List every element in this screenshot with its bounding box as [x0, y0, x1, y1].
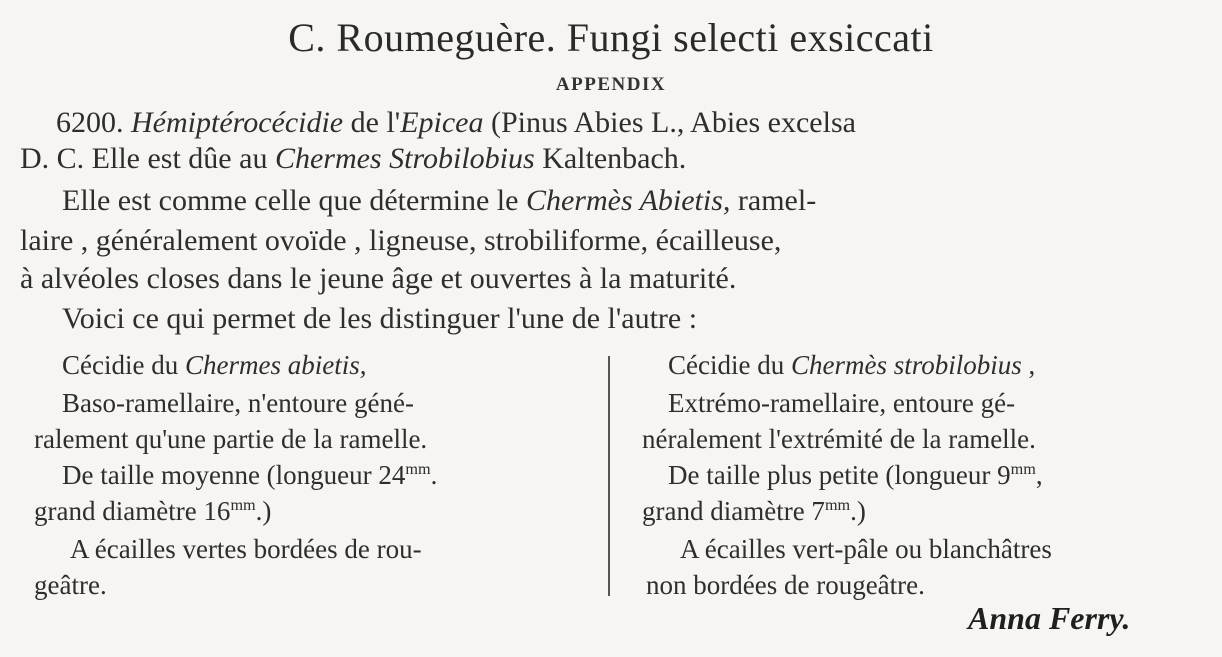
- entry-line-3-italic: Chermès Abietis,: [525, 184, 731, 217]
- right-row-5-unit: mm: [824, 496, 851, 514]
- left-row-6: A écailles vertes bordées de rou-: [70, 534, 422, 564]
- right-row-1: [668, 350, 1035, 381]
- right-row-4-text: De taille plus petite (longueur 9: [668, 460, 1011, 490]
- entry-of: de l': [350, 106, 401, 139]
- left-row-5: [34, 496, 271, 527]
- entry-line-2-italic: Chermes Strobilobius: [274, 142, 535, 175]
- entry-line-2-text: D. C. Elle est dûe au: [20, 142, 268, 175]
- entry-line-1: [56, 106, 856, 140]
- entry-line-4: laire , généralement ovoïde , ligneuse, strobiliforme, écailleuse,: [20, 224, 782, 257]
- entry-line-3: [62, 184, 816, 218]
- left-row-4-text: De taille moyenne (longueur 24: [62, 460, 406, 490]
- right-row-7: non bordées de rougeâtre.: [646, 570, 925, 600]
- right-row-1-italic: Chermès strobilobius: [790, 350, 1022, 380]
- left-row-5-end: .): [255, 496, 272, 526]
- entry-line-2: [20, 142, 686, 176]
- right-row-4-unit: mm: [1010, 460, 1036, 478]
- right-row-1-end: ,: [1028, 350, 1036, 380]
- right-row-5: [642, 496, 866, 527]
- left-row-5-text: grand diamètre 16: [34, 496, 231, 526]
- right-row-6: A écailles vert-pâle ou blanchâtres: [680, 534, 1052, 564]
- right-row-2: Extrémo-ramellaire, entoure gé-: [668, 388, 1016, 418]
- left-row-4-unit: mm: [405, 460, 431, 478]
- author-signature: Anna Ferry.: [968, 600, 1131, 636]
- right-row-1-text: Cécidie du: [668, 350, 785, 380]
- right-row-4: [668, 460, 1043, 491]
- right-row-5-end: .): [850, 496, 866, 526]
- entry-number: 6200.: [56, 106, 124, 139]
- left-row-1-text: Cécidie du: [62, 350, 179, 380]
- column-divider: [608, 356, 610, 596]
- right-row-5-text: grand diamètre 7: [642, 496, 825, 526]
- entry-line-2-end: Kaltenbach.: [542, 142, 687, 175]
- left-row-1: [62, 350, 366, 381]
- entry-name: Hémiptérocécidie: [131, 106, 344, 139]
- entry-line-5: à alvéoles closes dans le jeune âge et ouvertes à la maturité.: [20, 262, 737, 295]
- page-title: C. Roumeguère. Fungi selecti exsiccati: [288, 15, 934, 60]
- left-row-1-italic: Chermes abietis,: [184, 350, 367, 380]
- left-row-3: ralement qu'une partie de la ramelle.: [34, 424, 428, 454]
- right-row-4-end: ,: [1035, 460, 1043, 490]
- entry-line-3-text: Elle est comme celle que détermine le: [62, 184, 519, 217]
- entry-host-rest: (Pinus Abies L., Abies excelsa: [490, 106, 856, 139]
- right-row-3: néralement l'extrémité de la ramelle.: [642, 424, 1036, 454]
- left-row-4-end: .: [430, 460, 438, 490]
- left-row-2: Baso-ramellaire, n'entoure géné-: [62, 388, 414, 418]
- entry-line-6: Voici ce qui permet de les distinguer l'une de l'autre :: [62, 302, 698, 335]
- left-row-5-unit: mm: [230, 496, 256, 514]
- left-row-7: geâtre.: [34, 570, 107, 600]
- section-subtitle: APPENDIX: [555, 74, 667, 95]
- left-row-4: [62, 460, 437, 491]
- entry-line-3-end: ramel-: [737, 184, 817, 217]
- entry-host: Epicea: [400, 106, 484, 139]
